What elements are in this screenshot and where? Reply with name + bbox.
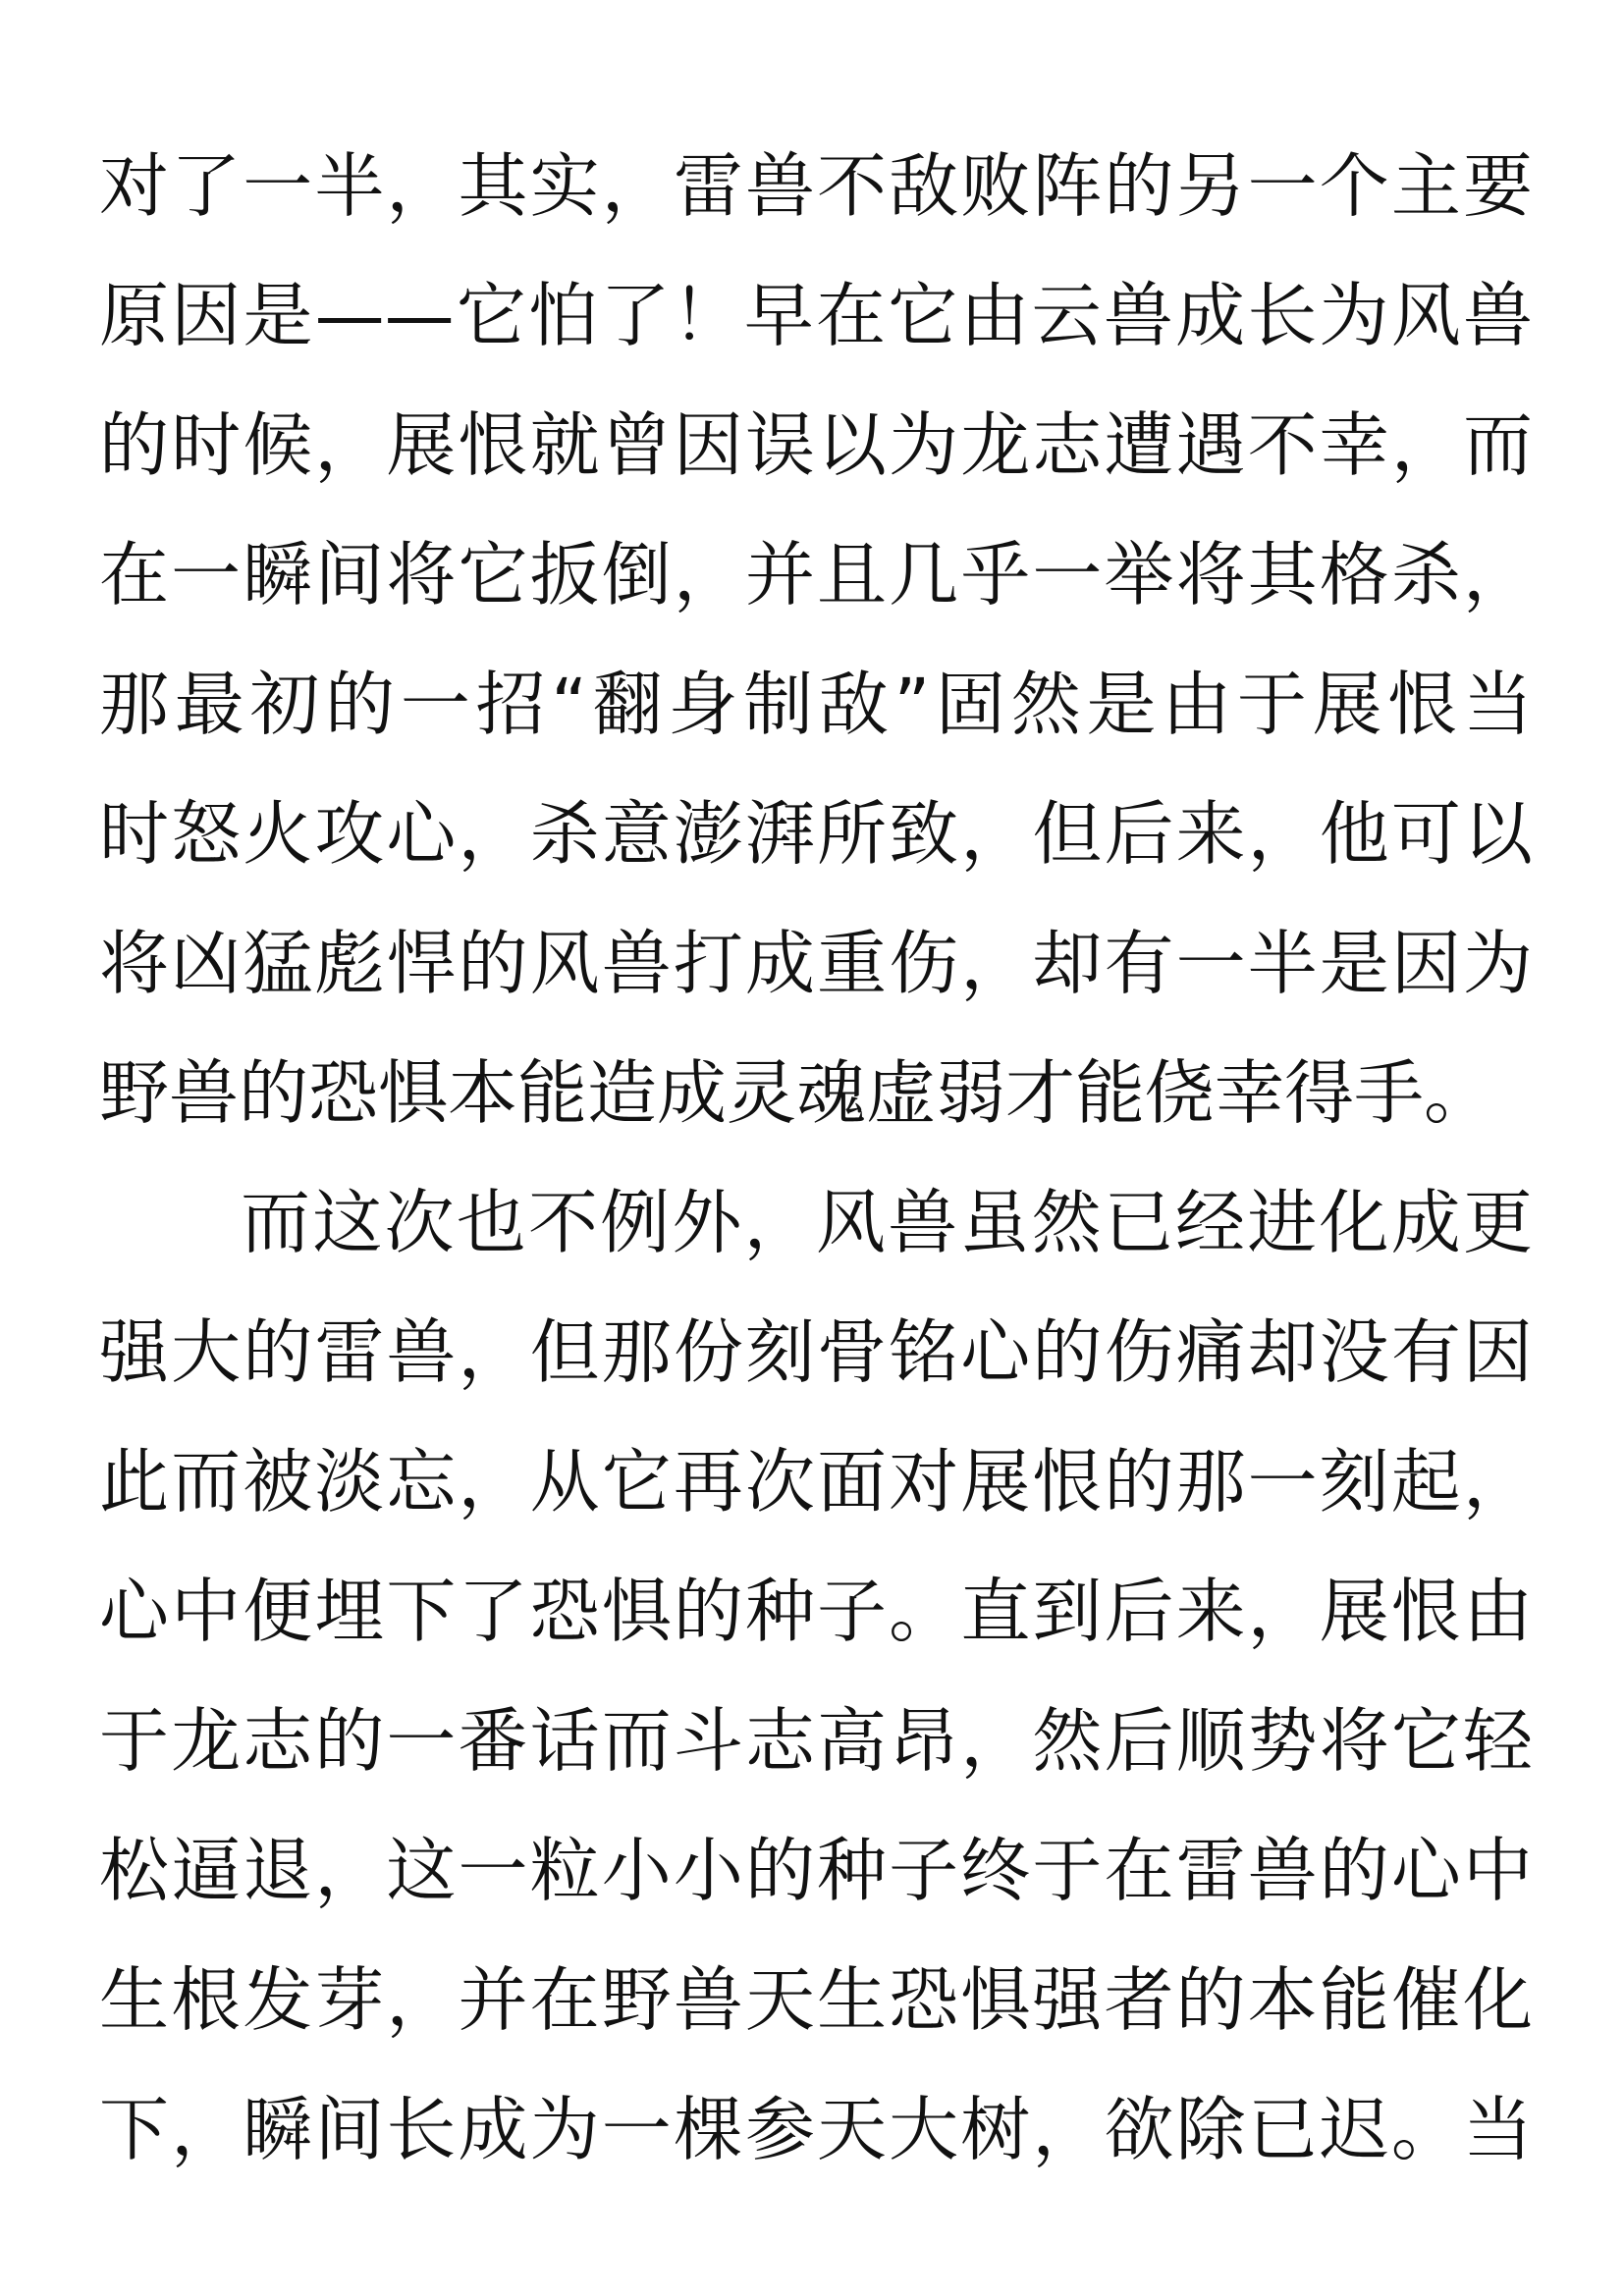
text-line: 原因是——它怕了！早在它由云兽成长为风兽 [99,275,1533,356]
text-line: 而这次也不例外，风兽虽然已经进化成更 [241,1182,1533,1263]
text-line: 的时候，展恨就曾因误以为龙志遭遇不幸，而 [99,404,1533,486]
text-line: 心中便埋下了恐惧的种子。直到后来，展恨由 [99,1571,1533,1652]
text-line: 时怒火攻心，杀意澎湃所致，但后来，他可以 [99,793,1533,875]
text-line: 对了一半，其实，雷兽不敌败阵的另一个主要 [99,145,1533,227]
text-line: 生根发芽，并在野兽天生恐惧强者的本能催化 [99,1959,1533,2041]
text-line: 松逼退，这一粒小小的种子终于在雷兽的心中 [99,1830,1533,1911]
text-line: 于龙志的一番话而斗志高昂，然后顺势将它轻 [99,1700,1533,1782]
text-line: 在一瞬间将它扳倒，并且几乎一举将其格杀， [99,534,1533,615]
text-line: 那最初的一招“翻身制敌”固然是由于展恨当 [99,664,1533,745]
text-line: 强大的雷兽，但那份刻骨铭心的伤痛却没有因 [99,1311,1533,1393]
text-line: 将凶猛彪悍的风兽打成重伤，却有一半是因为 [99,923,1533,1004]
text-line: 下，瞬间长成为一棵参天大树，欲除已迟。当 [99,2089,1533,2170]
text-line: 此而被淡忘，从它再次面对展恨的那一刻起， [99,1441,1533,1522]
document-body-text [99,122,1533,2195]
text-line: 野兽的恐惧本能造成灵魂虚弱才能侥幸得手。 [99,1052,1494,1134]
